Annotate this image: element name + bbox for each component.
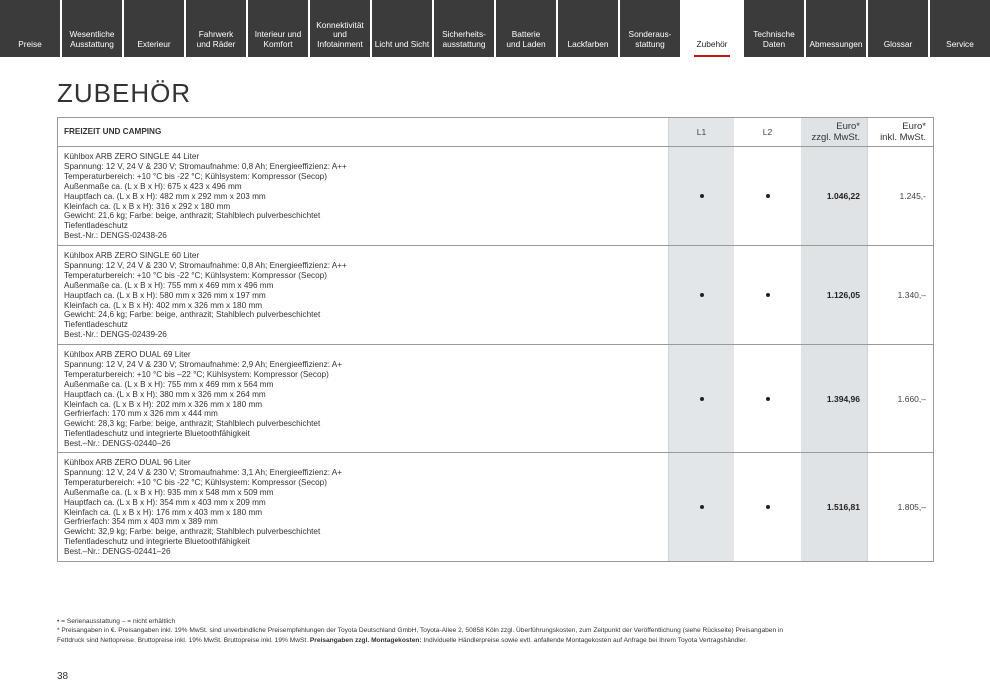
price-gross: 1.245,- (867, 147, 933, 245)
standard-equipment-dot-icon (766, 293, 770, 297)
item-spec-line: Spannung: 12 V, 24 V & 230 V; Stromaufnahme: 3,1 Ah; Energieeffizienz: A+ (64, 467, 343, 477)
nav-tab-label: Glossar (883, 38, 913, 49)
item-spec-line: Außenmaße ca. (L x B x H): 755 mm x 469 mm x 564 mm (64, 379, 274, 389)
standard-equipment-dot-icon (700, 194, 704, 198)
footnote-bold-text: Preisangaben zzgl. Montagekosten: (309, 636, 422, 644)
table-row (58, 453, 933, 561)
nav-tab-fahrwerk[interactable] (186, 0, 248, 57)
nav-tab-exterieur[interactable] (124, 0, 186, 57)
item-spec-line: Temperaturbereich: +10 °C bis -22 °C; Kühlsystem: Kompressor (Secop) (64, 477, 327, 487)
price-gross: 1.805,– (867, 453, 933, 561)
standard-equipment-dot-icon (700, 397, 704, 401)
item-spec-line: Gewicht: 24,6 kg; Farbe: beige, anthrazit; Stahlblech pulverbeschichtet (64, 310, 321, 320)
item-spec-line: Hauptfach ca. (L x B x H): 354 mm x 403 mm x 209 mm (64, 497, 266, 507)
item-spec-line: Gerfrierfach: 354 mm x 403 mm x 389 mm (64, 517, 218, 527)
item-order-number: Best.-Nr.: DENGS-02439-26 (64, 330, 167, 340)
column-header-price-net (801, 118, 867, 146)
nav-tab-service[interactable] (930, 0, 990, 57)
column-header-l1: L1 (668, 118, 734, 146)
table-row (58, 246, 933, 345)
table-row (58, 147, 933, 246)
nav-tab-label: Interieur und Komfort (254, 29, 302, 49)
item-spec-line: Spannung: 12 V, 24 V & 230 V; Stromaufnahme: 0,8 Ah; Energieeffizienz: A++ (64, 161, 347, 171)
table-row (58, 345, 933, 453)
item-spec-line: Spannung: 12 V, 24 V & 230 V; Stromaufnahme: 2,9 Ah; Energieeffizienz: A+ (64, 359, 343, 369)
nav-tab-label: Lackfarben (567, 38, 609, 49)
nav-tab-label: Wesentliche Ausstattung (69, 29, 115, 49)
item-spec-line: Temperaturbereich: +10 °C bis -22 °C; Kühlsystem: Kompressor (Secop) (64, 270, 327, 280)
nav-tab-label: Abmessungen (809, 38, 863, 49)
nav-tab-glossar[interactable] (868, 0, 930, 57)
column-header-l2: L2 (734, 118, 801, 146)
nav-tab-interieur[interactable] (248, 0, 310, 57)
item-description (58, 453, 668, 561)
price-gross: 1.340,– (867, 246, 933, 344)
standard-equipment-dot-icon (700, 505, 704, 509)
nav-tab-batterie[interactable] (496, 0, 558, 57)
item-spec-line: Kleinfach ca. (L x B x H): 316 x 292 x 180 mm (64, 201, 231, 211)
item-description (58, 147, 668, 245)
item-name: Kühlbox ARB ZERO DUAL 96 Liter (64, 458, 191, 467)
nav-tab-licht-und-sicht[interactable] (372, 0, 434, 57)
price-net: 1.394,96 (801, 345, 867, 452)
availability-l2 (734, 345, 801, 452)
nav-tab-label: Batterie und Laden (506, 29, 546, 49)
nav-tab-zubehoer[interactable] (682, 0, 744, 57)
column-header-price-gross (867, 118, 933, 146)
nav-tab-label: Service (946, 38, 974, 49)
item-spec-line: Tiefentladeschutz und integrierte Bluetoothfähigkeit (64, 429, 250, 439)
price-gross: 1.660,– (867, 345, 933, 452)
nav-tab-lackfarben[interactable] (558, 0, 620, 57)
item-spec-line: Tiefentladeschutz (64, 221, 128, 231)
nav-tab-label: Fahrwerk und Räder (196, 29, 236, 49)
item-name: Kühlbox ARB ZERO SINGLE 44 Liter (64, 152, 200, 161)
item-spec-line: Gewicht: 28,3 kg; Farbe: beige, anthrazit; Stahlblech pulverbeschichtet (64, 419, 321, 429)
item-spec-line: Hauptfach ca. (L x B x H): 482 mm x 292 mm x 203 mm (64, 191, 266, 201)
item-name: Kühlbox ARB ZERO DUAL 69 Liter (64, 350, 191, 359)
price-net: 1.516,81 (801, 453, 867, 561)
nav-tab-label: Konnektivität und Infotainment (316, 19, 364, 49)
nav-tab-label: Preise (18, 38, 42, 49)
nav-tab-label: Licht und Sicht (374, 38, 430, 49)
item-spec-line: Gerfrierfach: 170 mm x 326 mm x 444 mm (64, 409, 218, 419)
nav-tab-konnektivitaet[interactable] (310, 0, 372, 57)
availability-l2 (734, 453, 801, 561)
item-order-number: Best.–Nr.: DENGS-02440–26 (64, 439, 171, 449)
item-spec-line: Außenmaße ca. (L x B x H): 755 mm x 469 mm x 496 mm (64, 280, 274, 290)
item-spec-line: Außenmaße ca. (L x B x H): 935 mm x 548 mm x 509 mm (64, 487, 274, 497)
item-description (58, 345, 668, 452)
page-title: ZUBEHÖR (57, 78, 192, 108)
footnote-price-info-continued (57, 636, 917, 645)
item-spec-line: Außenmaße ca. (L x B x H): 675 x 423 x 496 mm (64, 181, 242, 191)
item-spec-line: Tiefentladeschutz und integrierte Bluetoothfähigkeit (64, 537, 250, 547)
availability-l2 (734, 246, 801, 344)
item-order-number: Best.–Nr.: DENGS-02441–26 (64, 547, 171, 557)
availability-l1 (668, 345, 734, 452)
price-gross-heading: Euro* inkl. MwSt. (880, 121, 926, 143)
item-name: Kühlbox ARB ZERO SINGLE 60 Liter (64, 251, 200, 260)
item-spec-line: Temperaturbereich: +10 °C bis –22 °C; Kühlsystem: Kompressor (Secop) (64, 369, 329, 379)
nav-tab-label: Exterieur (137, 38, 171, 49)
item-spec-line: Hauptfach ca. (L x B x H): 380 mm x 326 mm x 264 mm (64, 389, 266, 399)
availability-l1 (668, 453, 734, 561)
price-net: 1.046,22 (801, 147, 867, 245)
availability-l1 (668, 147, 734, 245)
price-net-heading: Euro* zzgl. MwSt. (811, 121, 860, 143)
item-order-number: Best.-Nr.: DENGS-02438-26 (64, 231, 167, 241)
availability-l1 (668, 246, 734, 344)
item-spec-line: Temperaturbereich: +10 °C bis -22 °C; Kühlsystem: Kompressor (Secop) (64, 171, 327, 181)
item-spec-line: Kleinfach ca. (L x B x H): 402 mm x 326 mm x 180 mm (64, 300, 263, 310)
page-number: 38 (57, 671, 69, 682)
standard-equipment-dot-icon (766, 397, 770, 401)
category-heading: FREIZEIT UND CAMPING (64, 127, 162, 137)
standard-equipment-dot-icon (700, 293, 704, 297)
footnote-text: Individuelle Händlerpreise sowie evtl. anfallende Montagekosten auf Anfrage bei Ihrem Toyota Vertragshändler. (421, 636, 747, 644)
nav-tab-label: Sonderaus- stattung (628, 29, 672, 49)
footnote-legend: • = Serienausstattung – = nicht erhältlich (57, 618, 176, 625)
standard-equipment-dot-icon (766, 194, 770, 198)
item-spec-line: Hauptfach ca. (L x B x H): 580 mm x 326 mm x 197 mm (64, 290, 266, 300)
nav-tab-label: Zubehör (696, 38, 728, 49)
footnotes (57, 617, 917, 645)
standard-equipment-dot-icon (766, 505, 770, 509)
price-net: 1.126,05 (801, 246, 867, 344)
item-spec-line: Gewicht: 21,6 kg; Farbe: beige, anthrazit; Stahlblech pulverbeschichtet (64, 211, 321, 221)
nav-tab-sicherheitsausstattung[interactable] (434, 0, 496, 57)
item-spec-line: Kleinfach ca. (L x B x H): 202 mm x 326 mm x 180 mm (64, 399, 263, 409)
table-header (58, 118, 933, 147)
nav-tab-abmessungen[interactable] (806, 0, 868, 57)
top-navigation (0, 0, 990, 57)
item-description (58, 246, 668, 344)
availability-l2 (734, 147, 801, 245)
accessories-table (57, 117, 934, 562)
nav-tab-preise[interactable] (0, 0, 62, 57)
nav-tab-label: Technische Daten (753, 29, 795, 49)
footnote-text: Fettdruck sind Nettopreise. Bruttopreise inkl. 19% MwSt. Bruttopreise inkl. 19% MwSt. (57, 636, 310, 644)
footnote-price-info: * Preisangaben in €. Preisangaben inkl. 19% MwSt. sind unverbindliche Preisempfehlungen der Toyota Deutschland GmbH, Toyota-Allee 2, 50858 Köln zzgl. Überführungskosten, zum Zeitpunkt der Veröffentlichung (siehe Rückseite) Preisangaben in (57, 627, 784, 635)
item-spec-line: Gewicht: 32,9 kg; Farbe: beige, anthrazit; Stahlblech pulverbeschichtet (64, 527, 321, 537)
nav-tab-technische-daten[interactable] (744, 0, 806, 57)
nav-tab-wesentliche-ausstattung[interactable] (62, 0, 124, 57)
nav-tab-sonderausstattung[interactable] (620, 0, 682, 57)
item-spec-line: Tiefentladeschutz (64, 320, 128, 330)
item-spec-line: Kleinfach ca. (L x B x H): 176 mm x 403 mm x 180 mm (64, 507, 263, 517)
nav-tab-label: Sicherheits- ausstattung (442, 29, 486, 49)
item-spec-line: Spannung: 12 V, 24 V & 230 V; Stromaufnahme: 0,8 Ah; Energieeffizienz: A++ (64, 260, 347, 270)
